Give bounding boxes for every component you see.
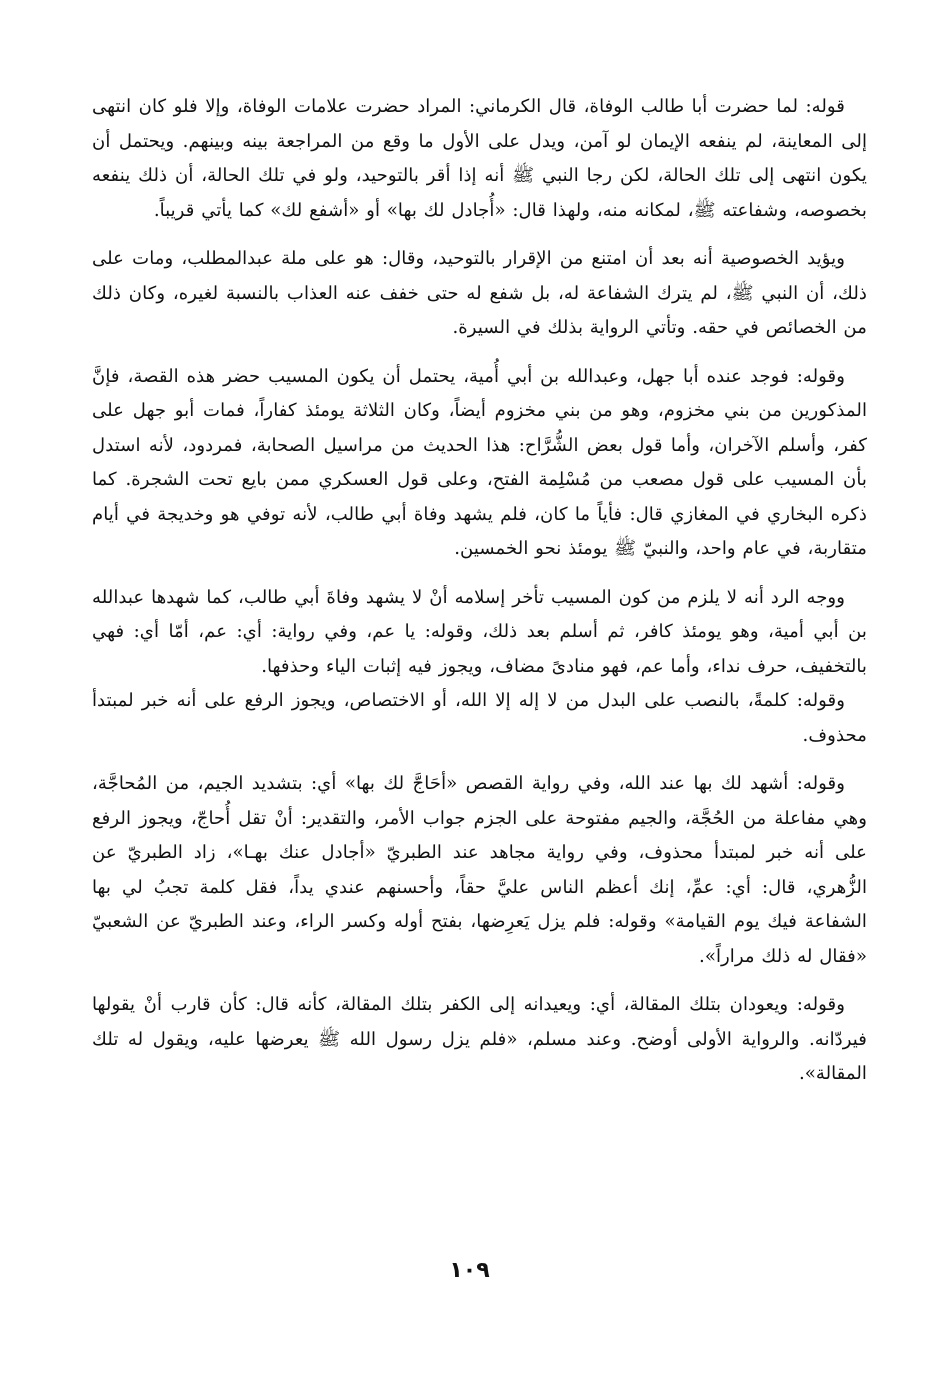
paragraph-repeating-statement: وقوله: ويعودان بتلك المقالة، أي: ويعيدانه إلى الكفر بتلك المقالة، كأنه قال: كأن قارب أنْ يقولها فيردّانه. والرواية الأولى أوضح. وعند مسلم، «فلم يزل رسول الله ﷺ يعرضها عليه، ويقول له تلك المقالة». xyxy=(92,994,867,1084)
paragraph-specific-intercession: ويؤيد الخصوصية أنه بعد أن امتنع من الإقرار بالتوحيد، وقال: هو على ملة عبدالمطلب، ومات على ذلك، أن النبي ﷺ، لم يترك الشفاعة له، بل شفع له حتى خفف عنه العذاب بالنسبة لغيره، وكان ذلك من الخصائص في حقه. وتأتي الرواية بذلك في السيرة. xyxy=(92,248,867,338)
paragraph-word-kalimah: وقوله: كلمةً، بالنصب على البدل من لا إله إلا الله، أو الاختصاص، ويجوز الرفع على أنه خبر لمبتدأ محذوف. xyxy=(92,690,867,746)
paragraph-testify-for-you: وقوله: أشهد لك بها عند الله، وفي رواية القصص «أحَاجَّ لك بها» أي: بتشديد الجيم، من المُحاجَّة، وهي مفاعلة من الحُجَّة، والجيم مفتوحة على الجزم جواب الأمر، والتقدير: أنْ تقل أُحاجّ، ويجوز الرفع على أنه خبر لمبتدأ محذوف، وفي رواية مجاهد عند الطبريّ «أجادل عنك بهـا»، زاد الطبريّ عن الزُّهري، قال: أي: عمِّ، إنك أعظم الناس عليَّ حقاً، وأحسنهم عندي يداً، فقل كلمة تجبُ لي بها الشفاعة فيك يوم القيامة» وقوله: فلم يزل يَعرِضها، بفتح أوله وكسر الراء، وعند الطبريّ عن الشعبيّ «فقال له ذلك مراراً». xyxy=(92,773,867,967)
paragraph-refutation: ووجه الرد أنه لا يلزم من كون المسيب تأخر إسلامه أنْ لا يشهد وفاةَ أبي طالب، كما شهدها عبدالله بن أبي أمية، وهو يومئذ كافر، ثم أسلم بعد ذلك، وقوله: يا عم، وفي رواية: أي: عم، أمّا أي: فهي بالتخفيف، حرف نداء، وأما عم، فهو منادىً مضاف، ويجوز فيه إثبات الياء وحذفها. xyxy=(92,586,867,677)
paragraph-death-of-abu-talib: قوله: لما حضرت أبا طالب الوفاة، قال الكرماني: المراد حضرت علامات الوفاة، وإلا فلو كان انتهى إلى المعاينة، لم ينفعه الإيمان لو آمن، ويدل على الأول ما وقع من المراجعة بينه وبينهم. ويحتمل أن يكون انتهى إلى تلك الحالة، لكن رجا النبي ﷺ أنه إذا أقر بالتوحيد، ولو في تلك الحالة، أن ذلك ينفعه بخصوصه، وشفاعته ﷺ، لمكانه منه، ولهذا قال: «أُجادل لك بها» أو «أشفع لك» كما يأتي قريباً. xyxy=(92,96,867,221)
page-number: ١٠٩ xyxy=(449,1258,490,1283)
body-text xyxy=(92,90,867,1106)
paragraph-abu-jahl-present: وقوله: فوجد عنده أبا جهل، وعبدالله بن أبي أُمية، يحتمل أن يكون المسيب حضر هذه القصة، فإنَّ المذكورين من بني مخزوم، وهو من بني مخزوم أيضاً، وكان الثلاثة يومئذ كفاراً، فمات أبو جهل على كفر، وأسلم الآخران، وأما قول بعض الشُّرَّاح: هذا الحديث من مراسيل الصحابة، فمردود، لأنه استدل بأن المسيب على قول مصعب من مُسْلِمة الفتح، وعلى قول العسكري ممن بايع تحت الشجرة. كما ذكره البخاري في المغازي قال: فأياً ما كان، فلم يشهد وفاة أبي طالب، لأنه توفي هو وخديجة في أيام متقاربة، في عام واحد، والنبيّ ﷺ يومئذ نحو الخمسين. xyxy=(92,365,867,559)
